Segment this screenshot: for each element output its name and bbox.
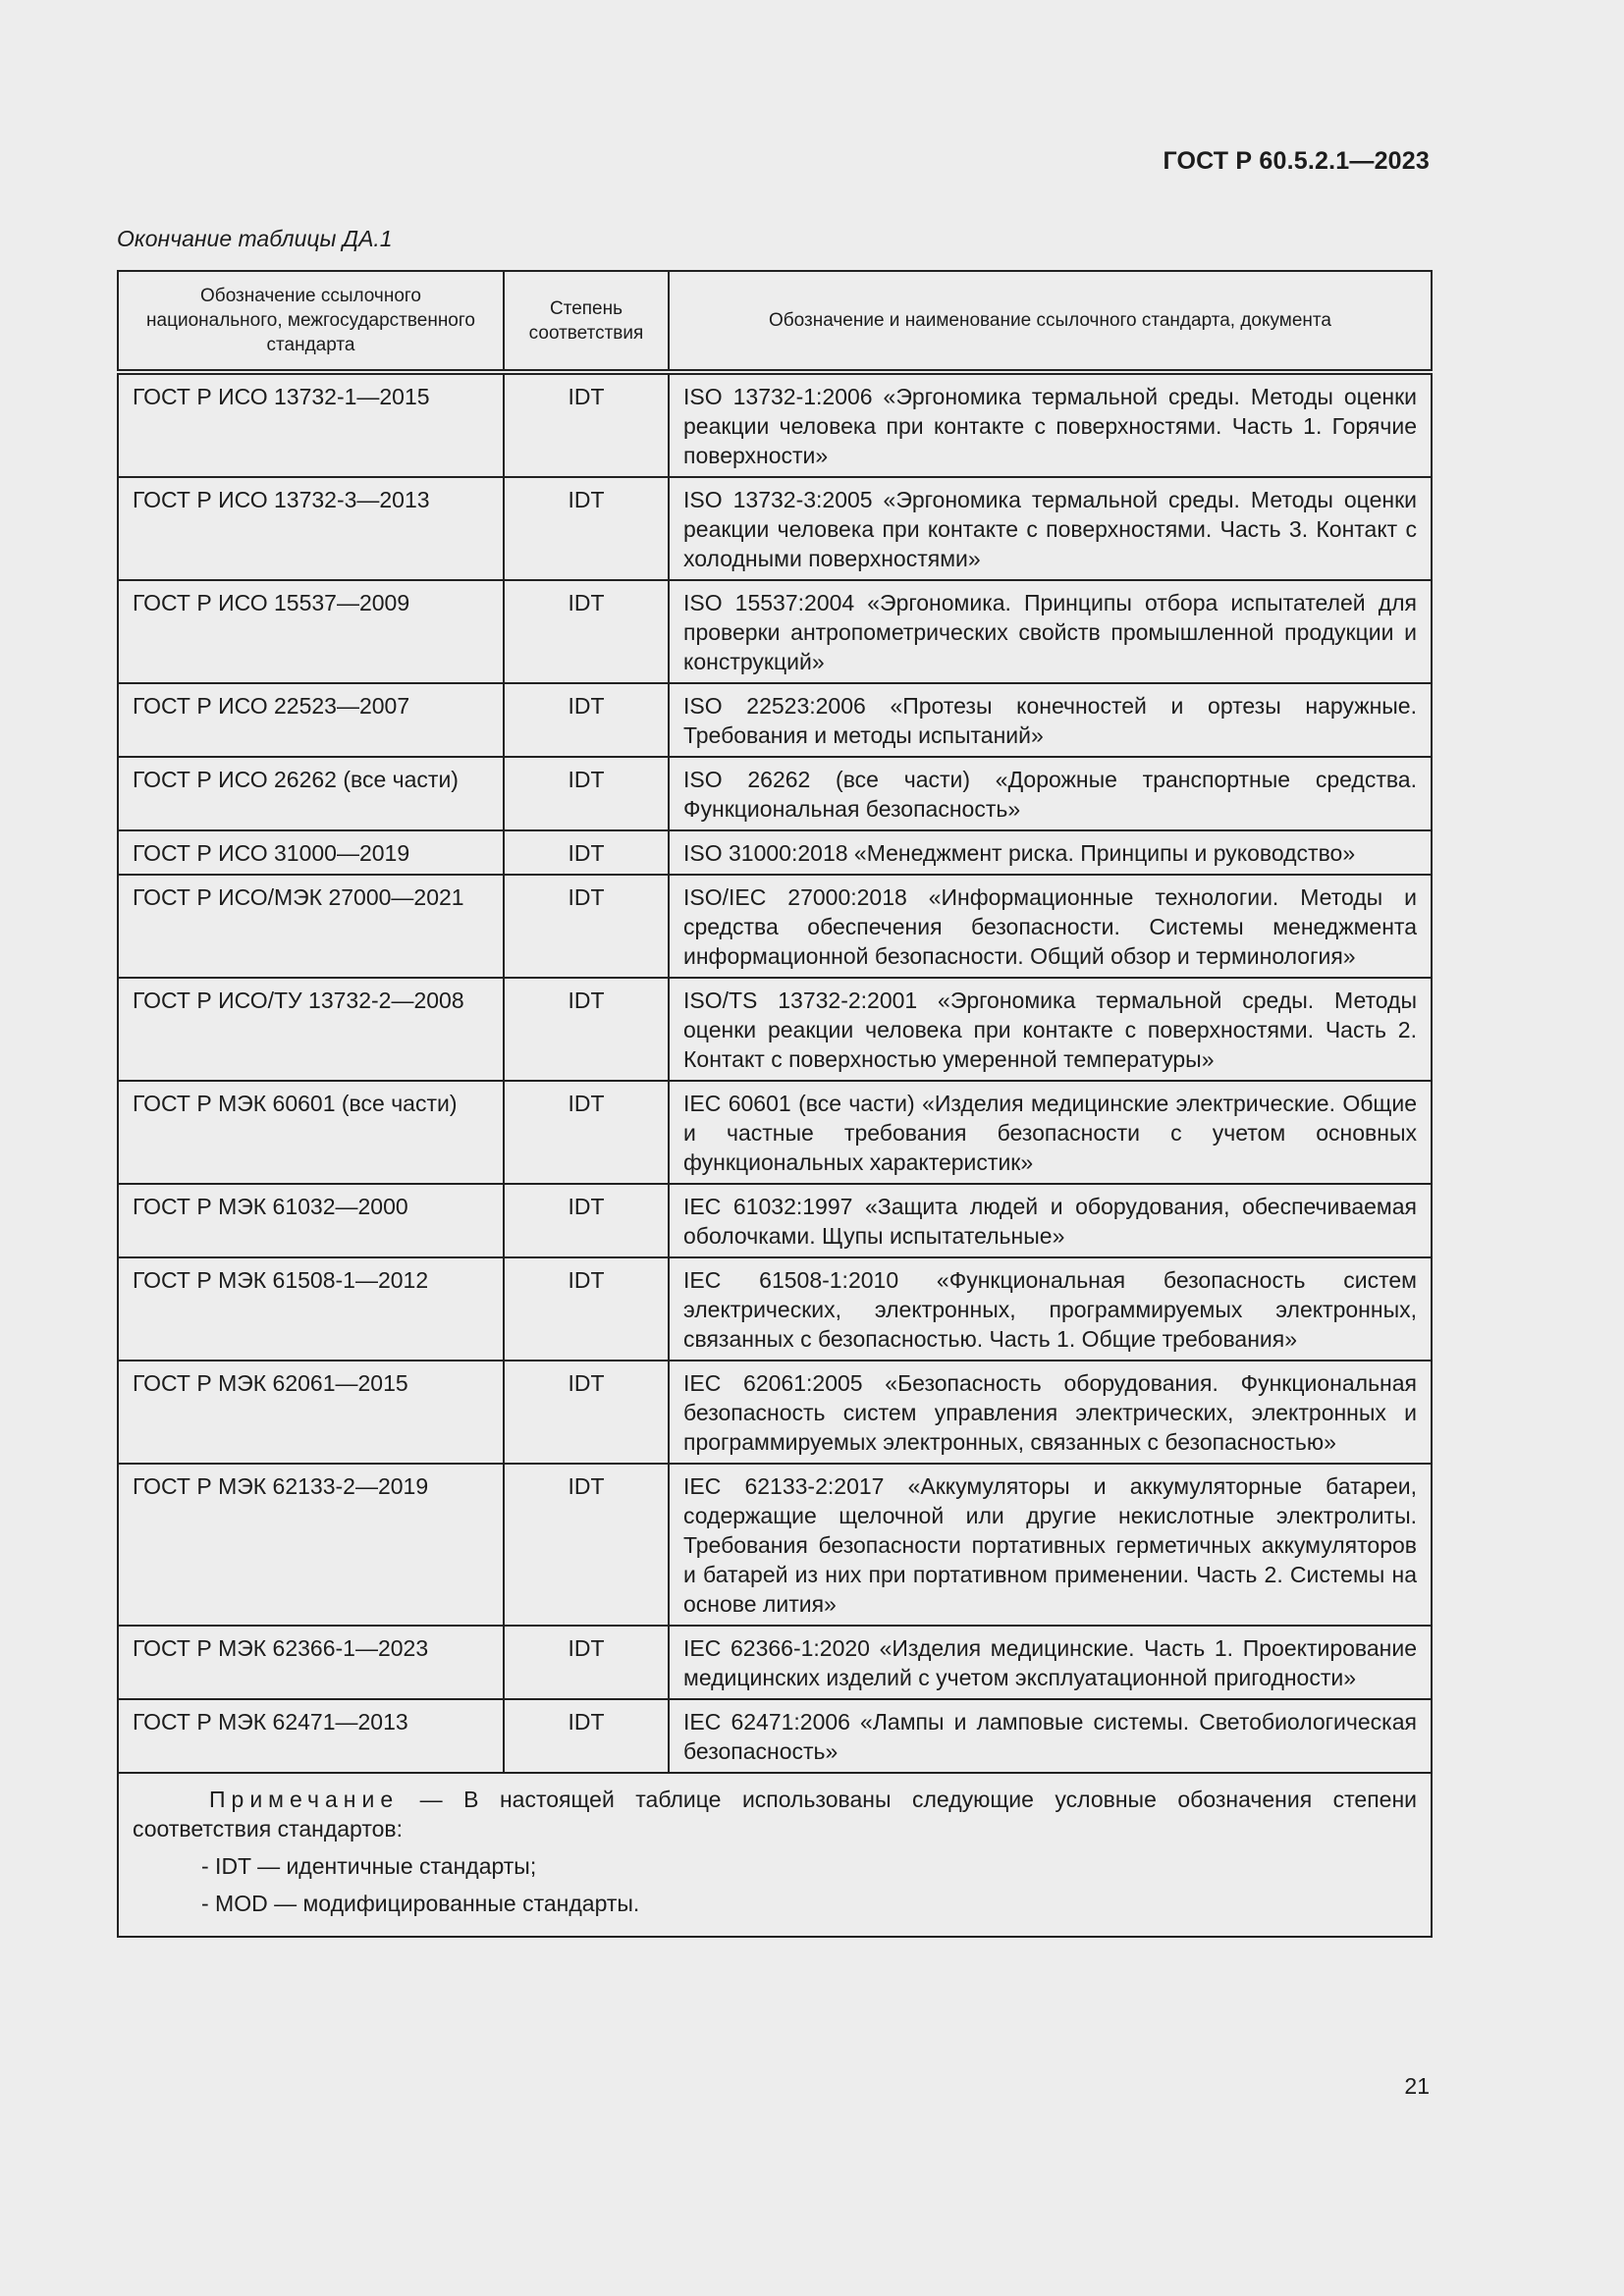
note-dash: — [419, 1787, 443, 1812]
reference-standard-cell: IEC 61508-1:2010 «Функциональная безопасность систем электрических, электронных, программируемых электронных, связанных с безопасностью. Часть 1. Общие требования» [669, 1257, 1432, 1361]
table-row [118, 1699, 1432, 1773]
national-standard-cell: ГОСТ Р ИСО 31000—2019 [118, 830, 504, 875]
degree-cell: IDT [504, 1626, 669, 1699]
page-number: 21 [1404, 2073, 1430, 2099]
degree-cell: IDT [504, 372, 669, 477]
national-standard-cell: ГОСТ Р ИСО 13732-3—2013 [118, 477, 504, 580]
reference-table-container [117, 270, 1431, 1938]
national-standard-cell: ГОСТ Р ИСО/МЭК 27000—2021 [118, 875, 504, 978]
national-standard-cell: ГОСТ Р ИСО 22523—2007 [118, 683, 504, 757]
degree-cell: IDT [504, 1464, 669, 1626]
reference-standards-table [117, 270, 1433, 1938]
national-standard-cell: ГОСТ Р ИСО 26262 (все части) [118, 757, 504, 830]
note-list-item: - IDT — идентичные стандарты; [201, 1853, 537, 1879]
reference-standard-cell: ISO 22523:2006 «Протезы конечностей и ортезы наружные. Требования и методы испытаний» [669, 683, 1432, 757]
degree-cell: IDT [504, 477, 669, 580]
degree-cell: IDT [504, 683, 669, 757]
degree-cell: IDT [504, 757, 669, 830]
national-standard-cell: ГОСТ Р ИСО/ТУ 13732-2—2008 [118, 978, 504, 1081]
table-row [118, 477, 1432, 580]
national-standard-cell: ГОСТ Р МЭК 61032—2000 [118, 1184, 504, 1257]
reference-standard-cell: ISO 31000:2018 «Менеджмент риска. Принципы и руководство» [669, 830, 1432, 875]
column-header-reference-standard: Обозначение и наименование ссылочного стандарта, документа [669, 271, 1432, 372]
degree-cell: IDT [504, 1184, 669, 1257]
reference-standard-cell: ISO 13732-3:2005 «Эргономика термальной среды. Методы оценки реакции человека при контакте с поверхностями. Часть 3. Контакт с холодными поверхностями» [669, 477, 1432, 580]
table-row [118, 1081, 1432, 1184]
table-caption: Окончание таблицы ДА.1 [117, 226, 393, 251]
note-list [133, 1851, 1417, 1918]
national-standard-cell: ГОСТ Р МЭК 61508-1—2012 [118, 1257, 504, 1361]
table-row [118, 580, 1432, 683]
degree-cell: IDT [504, 1361, 669, 1464]
reference-standard-cell: ISO/IEC 27000:2018 «Информационные технологии. Методы и средства обеспечения безопасности. Системы менеджмента информационной безопасности. Общий обзор и терминология» [669, 875, 1432, 978]
degree-cell: IDT [504, 875, 669, 978]
reference-standard-cell: ISO/TS 13732-2:2001 «Эргономика термальной среды. Методы оценки реакции человека при контакте с поверхностями. Часть 2. Контакт с поверхностью умеренной температуры» [669, 978, 1432, 1081]
national-standard-cell: ГОСТ Р МЭК 62471—2013 [118, 1699, 504, 1773]
table-row [118, 1361, 1432, 1464]
table-row [118, 1626, 1432, 1699]
note-text: В настоящей таблице использованы следующие условные обозначения степени соответствия стандартов: [133, 1787, 1418, 1842]
reference-standard-cell: IEC 62061:2005 «Безопасность оборудования. Функциональная безопасность систем управления электрических, электронных и программируемых электронных, связанных с безопасностью» [669, 1361, 1432, 1464]
table-row [118, 1184, 1432, 1257]
table-row [118, 1464, 1432, 1626]
table-row [118, 830, 1432, 875]
reference-standard-cell: IEC 62366-1:2020 «Изделия медицинские. Часть 1. Проектирование медицинских изделий с учетом эксплуатационной пригодности» [669, 1626, 1432, 1699]
column-header-degree: Степень соответствия [504, 271, 669, 372]
degree-cell: IDT [504, 1257, 669, 1361]
table-row [118, 875, 1432, 978]
degree-cell: IDT [504, 830, 669, 875]
document-id-header: ГОСТ Р 60.5.2.1—2023 [1163, 147, 1430, 175]
reference-standard-cell: IEC 61032:1997 «Защита людей и оборудования, обеспечиваемая оболочками. Щупы испытательные» [669, 1184, 1432, 1257]
national-standard-cell: ГОСТ Р МЭК 62133-2—2019 [118, 1464, 504, 1626]
table-row [118, 757, 1432, 830]
reference-standard-cell: ISO 13732-1:2006 «Эргономика термальной среды. Методы оценки реакции человека при контакте с поверхностями. Часть 1. Горячие поверхности» [669, 372, 1432, 477]
note-label: Примечание [209, 1787, 400, 1812]
degree-cell: IDT [504, 580, 669, 683]
table-note-row [118, 1773, 1432, 1937]
degree-cell: IDT [504, 978, 669, 1081]
column-header-national-standard: Обозначение ссылочного национального, межгосударственного стандарта [118, 271, 504, 372]
table-row [118, 372, 1432, 477]
reference-standard-cell: IEC 62133-2:2017 «Аккумуляторы и аккумуляторные батареи, содержащие щелочной или другие некислотные электролиты. Требования безопасности портативных герметичных аккумуляторов и батарей из них при портативном применении. Часть 2. Системы на основе лития» [669, 1464, 1432, 1626]
note-list-item: - MOD — модифицированные стандарты. [201, 1891, 640, 1916]
note-paragraph [133, 1785, 1417, 1843]
degree-cell: IDT [504, 1081, 669, 1184]
national-standard-cell: ГОСТ Р ИСО 13732-1—2015 [118, 372, 504, 477]
national-standard-cell: ГОСТ Р МЭК 62061—2015 [118, 1361, 504, 1464]
table-row [118, 1257, 1432, 1361]
national-standard-cell: ГОСТ Р МЭК 62366-1—2023 [118, 1626, 504, 1699]
reference-standard-cell: ISO 15537:2004 «Эргономика. Принципы отбора испытателей для проверки антропометрических свойств промышленной продукции и конструкций» [669, 580, 1432, 683]
degree-cell: IDT [504, 1699, 669, 1773]
table-header-row [118, 271, 1432, 372]
reference-standard-cell: IEC 62471:2006 «Лампы и ламповые системы. Светобиологическая безопасность» [669, 1699, 1432, 1773]
reference-standard-cell: IEC 60601 (все части) «Изделия медицинские электрические. Общие и частные требования безопасности с учетом основных функциональных характеристик» [669, 1081, 1432, 1184]
table-row [118, 683, 1432, 757]
national-standard-cell: ГОСТ Р ИСО 15537—2009 [118, 580, 504, 683]
national-standard-cell: ГОСТ Р МЭК 60601 (все части) [118, 1081, 504, 1184]
table-note-cell [118, 1773, 1432, 1937]
table-row [118, 978, 1432, 1081]
reference-standard-cell: ISO 26262 (все части) «Дорожные транспортные средства. Функциональная безопасность» [669, 757, 1432, 830]
